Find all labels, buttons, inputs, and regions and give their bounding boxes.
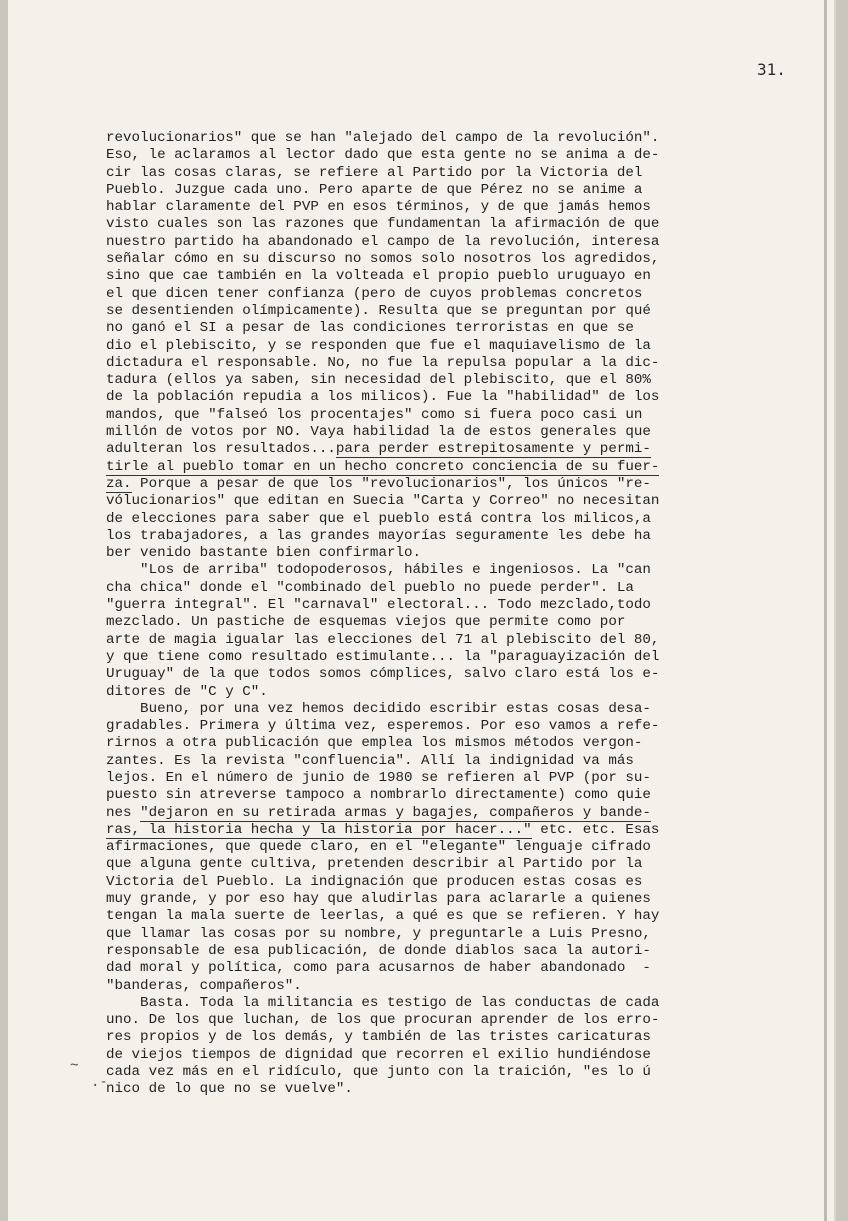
text-line: puesto sin atreverse tampoco a nombrarlo directamente) como quie — [106, 787, 651, 804]
text-line — [106, 441, 766, 458]
text-line: cir las cosas claras, se refiere al Partido por la Victoria del — [106, 164, 643, 181]
text-line: gradables. Primera y última vez, esperemos. Por eso vamos a refe- — [106, 718, 660, 735]
text-line — [106, 805, 766, 822]
text-line: sino que cae también en la volteada el propio pueblo uruguayo en — [106, 268, 651, 285]
text-line: zantes. Es la revista "confluencia". Allí la indignidad va más — [106, 752, 634, 769]
text-line: dio el plebiscito, y se responden que fue el maquiavelismo de la — [106, 337, 651, 354]
text-line: "guerra integral". El "carnaval" electoral... Todo mezclado,todo — [106, 597, 651, 614]
text-line: ditores de "C y C". — [106, 683, 268, 700]
text-line: millón de votos por NO. Vaya habilidad la de estos generales que — [106, 424, 651, 441]
text-line: de la población repudia a los milicos). Fue la "habilidad" de los — [106, 389, 660, 406]
text-line: el que dicen tener confianza (pero de cuyos problemas concretos — [106, 285, 643, 302]
underlined-text: "dejaron en su retirada armas y bagajes, compañeros y bande- — [140, 804, 651, 821]
text-line: Pueblo. Juzgue cada uno. Pero aparte de que Pérez no se anime a — [106, 181, 643, 198]
text-line — [106, 476, 766, 493]
text-line: se desentienden olímpicamente). Resulta que se preguntan por qué — [106, 302, 651, 319]
text-line: Basta. Toda la militancia es testigo de las conductas de cada — [106, 994, 660, 1011]
text-line: dad moral y política, como para acusarnos de haber abandonado - — [106, 960, 651, 977]
text-line: revolucionarios" que se han "alejado del campo de la revolución". — [106, 130, 660, 146]
text-line: res propios y de los demás, y también de las tristes caricaturas — [106, 1029, 651, 1046]
text-line: y que tiene como resultado estimulante... la "paraguayización del — [106, 648, 660, 665]
text-line: responsable de esa publicación, de donde diablos saca la autori- — [106, 942, 651, 959]
text-line: nico de lo que no se vuelve". — [106, 1081, 353, 1098]
text-line: rirnos a otra publicación que emplea los mismos métodos vergon- — [106, 735, 643, 752]
margin-mark: .- — [91, 1074, 108, 1090]
text-line: cada vez más en el ridículo, que junto con la traición, "es lo ú — [106, 1064, 651, 1081]
underlined-text: za. — [106, 475, 132, 492]
text-line: que alguna gente cultiva, pretenden describir al Partido por la — [106, 856, 643, 873]
text-line: dictadura el responsable. No, no fue la repulsa popular a la dic- — [106, 354, 660, 371]
text-line: muy grande, y por eso hay que aludirlas para aclararle a quienes — [106, 891, 651, 908]
text-line: tengan la mala suerte de leerlas, a qué es que se refieren. Y hay — [106, 908, 660, 925]
text-line: afirmaciones, que quede claro, en el "elegante" lenguaje cifrado — [106, 839, 651, 856]
text-line: cha chica" donde el "combinado del pueblo no puede perder". La — [106, 579, 634, 596]
text-line: mezclado. Un pastiche de esquemas viejos que permite como por — [106, 614, 626, 631]
underlined-text: ras, la historia hecha y la historia por hacer..." — [106, 821, 532, 838]
text-line: vólucionarios" que editan en Suecia "Carta y Correo" no necesitan — [106, 493, 660, 510]
text-line: de viejos tiempos de dignidad que recorren el exilio hundiéndose — [106, 1046, 651, 1063]
text-segment: Porque a pesar de que los "revolucionarios", los únicos "re- — [131, 475, 651, 492]
margin-mark: ~ — [70, 1057, 79, 1073]
underlined-text: para perder estrepitosamente y permi- — [335, 441, 651, 458]
text-segment: adulteran los resultados... — [106, 441, 336, 458]
text-line: uno. De los que luchan, de los que procuran aprender de los erro- — [106, 1012, 660, 1029]
text-line: Bueno, por una vez hemos decidido escribir estas cosas desa- — [106, 700, 651, 717]
text-line: de elecciones para saber que el pueblo está contra los milicos,a — [106, 510, 651, 527]
text-line: hablar claramente del PVP en esos términos, y de que jamás hemos — [106, 199, 651, 216]
text-line: Victoria del Pueblo. La indignación que producen estas cosas es — [106, 873, 643, 890]
text-line: visto cuales son las razones que fundamentan la afirmación de que — [106, 216, 660, 233]
text-line: que llamar las cosas por su nombre, y preguntarle a Luis Presno, — [106, 925, 651, 942]
page-edge-shadow — [824, 0, 827, 1221]
text-line: ber venido bastante bien confirmarlo. — [106, 545, 422, 562]
text-line: "banderas, compañeros". — [106, 977, 302, 994]
text-line: no ganó el SI a pesar de las condiciones terroristas en que se — [106, 320, 634, 337]
text-line: Eso, le aclaramos al lector dado que esta gente no se anima a de- — [106, 147, 660, 164]
text-line: arte de magia igualar las elecciones del 71 al plebiscito del 80, — [106, 631, 660, 648]
text-line: nuestro partido ha abandonado el campo de la revolución, interesa — [106, 233, 660, 250]
text-line — [106, 822, 766, 839]
text-line: "Los de arriba" todopoderosos, hábiles e ingeniosos. La "can — [106, 562, 651, 579]
text-line: mandos, que "falseó los procentajes" como si fuera poco casi un — [106, 406, 643, 423]
page-number: 31. — [757, 60, 786, 79]
text-line: lejos. En el número de junio de 1980 se refieren al PVP (por su- — [106, 769, 651, 786]
text-line: tadura (ellos ya saben, sin necesidad del plebiscito, que el 80% — [106, 372, 651, 389]
text-line: los trabajadores, a las grandes mayorías seguramente les debe ha — [106, 527, 651, 544]
text-line: señalar cómo en su discurso no somos solo nosotros los agredidos, — [106, 251, 660, 268]
text-segment: etc. etc. Esas — [531, 821, 660, 838]
body-text — [106, 130, 766, 1099]
underlined-text: tirle al pueblo tomar en un hecho concreto conciencia de su fuer- — [106, 458, 660, 475]
text-line — [106, 459, 766, 476]
text-line: Uruguay" de la que todos somos cómplices, salvo claro está los e- — [106, 666, 660, 683]
text-segment: nes — [106, 804, 141, 821]
